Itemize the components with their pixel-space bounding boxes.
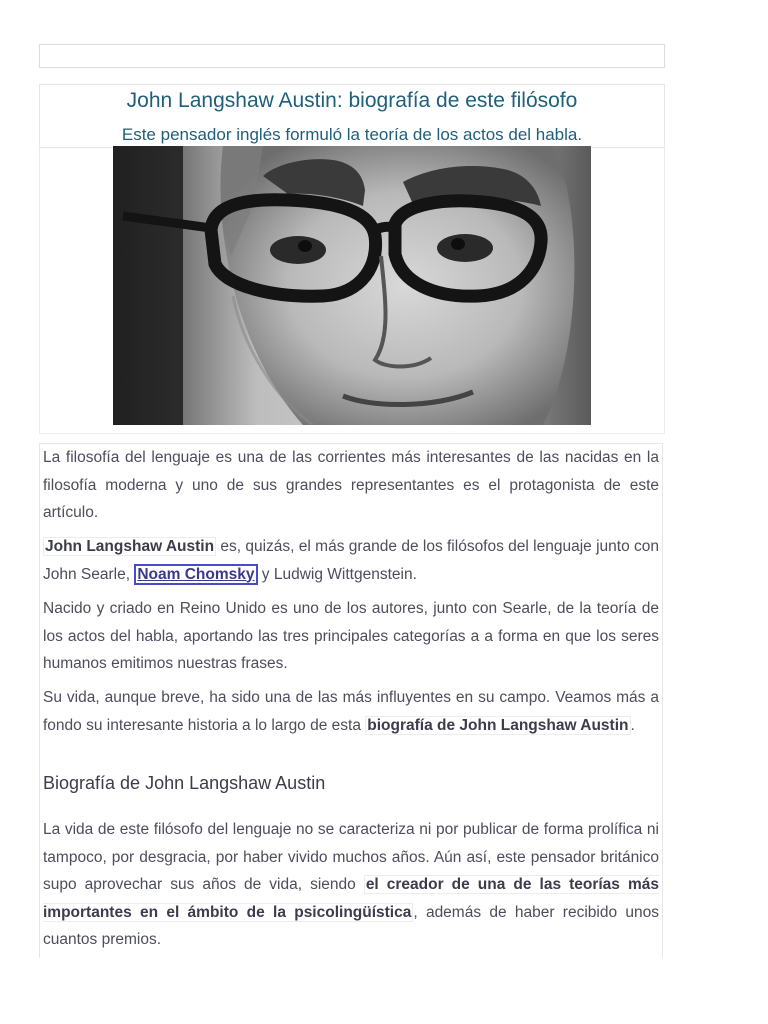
paragraph-austin-text-a: es, quizás, el más grande de los filósofos del lenguaje junto con John Searle, — [43, 538, 659, 583]
article-header — [39, 84, 665, 148]
paragraph-life-text-b: , además de haber recibido unos cuantos premios. — [43, 903, 659, 948]
strong-theory-creator: el creador de una de las teorías más importantes en el ámbito de la psicolingüística — [43, 876, 659, 921]
paragraph-austin — [43, 533, 659, 588]
strong-biography-title: biografía de John Langshaw Austin — [367, 716, 629, 734]
paragraph-origin: Nacido y criado en Reino Unido es uno de los autores, junto con Searle, de la teoría de los actos del habla, aportando las tres principales categorías a a forma en que los seres humanos emitimos nuestras frases. — [43, 600, 659, 672]
paragraph-influence — [43, 684, 659, 739]
paragraph-intro: La filosofía del lenguaje es una de las corrientes más interesantes de las nacidas en la filosofía moderna y uno de sus grandes representantes es el protagonista de este artículo. — [43, 449, 659, 521]
paragraph-austin-text-b: y Ludwig Wittgenstein. — [257, 565, 417, 583]
section-heading: Biografía de John Langshaw Austin — [43, 773, 326, 793]
portrait-photo — [113, 146, 591, 425]
top-bar — [39, 44, 665, 68]
paragraph-influence-text-b: . — [630, 716, 635, 734]
page-subtitle: Este pensador inglés formuló la teoría de los actos del habla. — [121, 125, 583, 144]
paragraph-life-text-a: La vida de este filósofo del lenguaje no se caracteriza ni por publicar de forma prolífica ni tampoco, por desgracia, por haber vivido muchos años. Aún así, este pensador británico supo aprovechar sus años de vida, siendo — [43, 821, 659, 893]
noam-chomsky-link[interactable]: Noam Chomsky — [134, 564, 257, 585]
strong-austin-name: John Langshaw Austin — [45, 538, 215, 555]
paragraph-life — [43, 816, 659, 954]
page-title: John Langshaw Austin: biografía de este filósofo — [126, 89, 578, 112]
paragraph-influence-text-a: Su vida, aunque breve, ha sido una de las más influyentes en su campo. Veamos más a fondo su interesante historia a lo largo de esta — [43, 689, 659, 734]
photo-frame — [39, 146, 665, 434]
article-body — [39, 443, 663, 958]
